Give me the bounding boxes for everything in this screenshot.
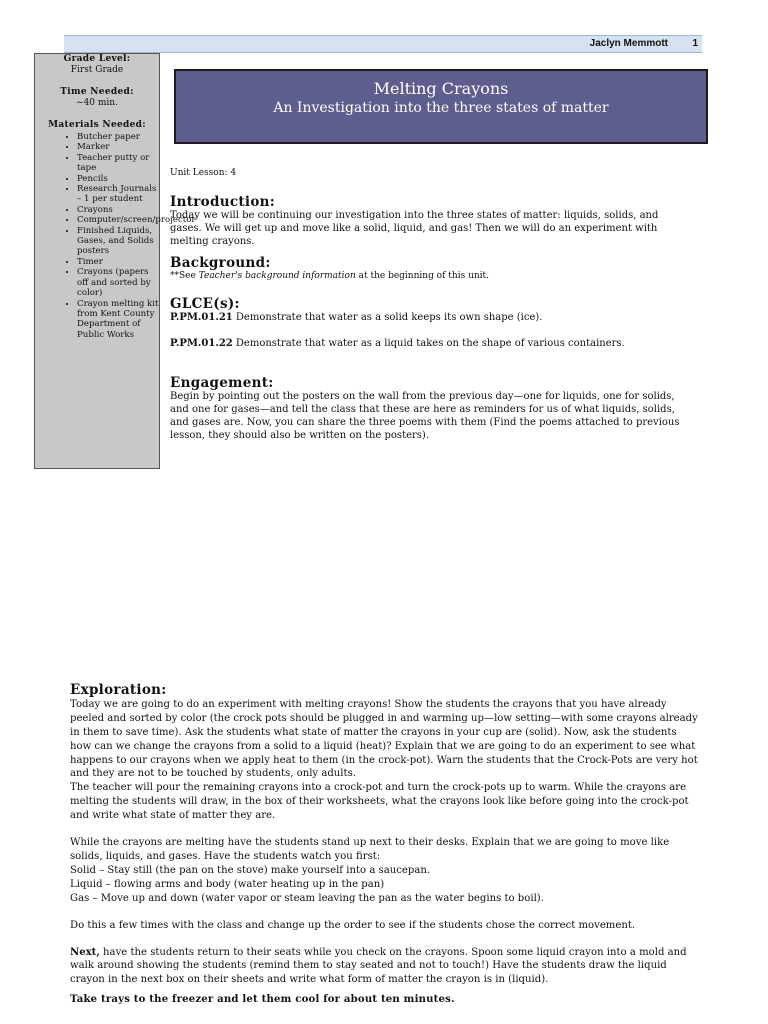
next-text: have the students return to their seats while you check on the crayons. Spoon some liquid crayon into a mold and walk around showing the students (remind them to stay seated and not to touch!) Have the students draw the liquid crayon in the next box on their sheets and write what form of matter the crayon is in (liquid). <box>70 946 687 986</box>
exploration-paragraph: The teacher will pour the remaining crayons into a crock-pot and turn the crock-pots up to warm. While the crayons are melting the students will draw, in the box of their worksheets, what the crayons look like before going into the crock-pot and write what state of matter they are. <box>70 782 689 822</box>
exploration-paragraph: While the crayons are melting have the students stand up next to their desks. Explain that we are going to move like solids, liquids, and gases. Have the students watch you first: <box>70 837 670 862</box>
glce-heading: GLCE(s): <box>170 296 240 312</box>
glce-standard <box>170 337 690 350</box>
lesson-title: Melting Crayons <box>373 79 509 98</box>
background-text <box>170 270 690 283</box>
standard-code: P.PM.01.22 <box>170 338 233 349</box>
paragraph-gap <box>70 823 700 836</box>
paragraph-gap <box>70 906 700 919</box>
grade-level-heading: Grade Level: <box>63 54 131 64</box>
exploration-paragraph: Do this a few times with the class and change up the order to see if the students chose the correct movement. <box>70 919 636 931</box>
material-item: • Pencils <box>77 174 159 184</box>
page-header <box>64 35 702 53</box>
material-item: • Research Journals – 1 per student <box>77 184 159 205</box>
movement-liquid: Liquid – flowing arms and body (water heating up in the pan) <box>70 878 385 890</box>
freezer-instruction: Take trays to the freezer and let them cool for about ten minutes. <box>70 994 455 1006</box>
standard-code: P.PM.01.21 <box>170 312 233 323</box>
material-item: • Marker <box>77 142 159 152</box>
standard-text: Demonstrate that water as a solid keeps its own shape (ice). <box>232 312 543 323</box>
next-label: Next, <box>70 946 100 958</box>
engagement-heading: Engagement: <box>170 375 274 391</box>
background-prefix: **See <box>170 271 199 281</box>
page-number: 1 <box>692 38 698 49</box>
materials-heading: Materials Needed: <box>48 120 146 130</box>
background-section <box>170 257 690 283</box>
unit-lesson: Unit Lesson: 4 <box>170 168 237 178</box>
engagement-section <box>170 377 690 442</box>
standard-text: Demonstrate that water as a liquid takes on the shape of various containers. <box>232 338 625 349</box>
material-item: • Crayons <box>77 205 159 215</box>
material-item: • Computer/screen/projector <box>77 215 159 225</box>
exploration-next-paragraph <box>70 946 700 988</box>
material-item: • Crayon melting kit from Kent County Department of Public Works <box>77 299 159 341</box>
glce-section <box>170 298 690 363</box>
background-emphasis: Teacher's background information <box>198 271 356 281</box>
paragraph-gap <box>70 933 700 946</box>
exploration-heading: Exploration: <box>70 682 167 698</box>
background-heading: Background: <box>170 255 271 271</box>
lesson-title-box <box>174 69 708 144</box>
introduction-heading: Introduction: <box>170 194 276 210</box>
glce-standard <box>170 311 690 324</box>
material-item: • Teacher putty or tape <box>77 153 159 174</box>
time-needed-heading: Time Needed: <box>60 87 134 97</box>
material-item: • Timer <box>77 257 159 267</box>
material-item: • Finished Liquids, Gases, and Solids posters <box>77 226 159 257</box>
author-name: Jaclyn Memmott <box>589 38 668 49</box>
movement-gas: Gas – Move up and down (water vapor or steam leaving the pan as the water begins to boil). <box>70 892 544 904</box>
exploration-section <box>70 684 700 1007</box>
material-item: • Crayons (papers off and sorted by color) <box>77 267 159 298</box>
lesson-subtitle: An Investigation into the three states of matter <box>273 100 609 116</box>
introduction-section <box>170 196 690 248</box>
engagement-text: Begin by pointing out the posters on the wall from the previous day—one for liquids, one for solids, and one for gases—and tell the class that these are here as reminders for us of what liquids, solids, and gases are. Now, you can share the three poems with them (Find the poems attached to previous lesson, they should also be written on the posters). <box>170 391 680 441</box>
grade-level-value: First Grade <box>70 65 124 75</box>
grade-level-block <box>35 54 159 76</box>
movement-solid: Solid – Stay still (the pan on the stove) make yourself into a saucepan. <box>70 864 431 876</box>
time-needed-value: ~40 min. <box>76 98 118 108</box>
exploration-paragraph: Today we are going to do an experiment with melting crayons! Show the students the crayons that you have already peeled and sorted by color (the crock pots should be plugged in and warming up—low setting—with some crayons already in them to save time). Ask the students what state of matter the crayons in your cup are (solid). Now, ask the students how can we change the crayons from a solid to a liquid (heat)? Explain that we are going to do an experiment to see what happens to our crayons when we apply heat to them (in the crock-pot). Warn the students that the Crock-Pots are very hot and they are not to be touched by students, only adults. <box>70 698 698 780</box>
background-suffix: at the beginning of this unit. <box>355 271 490 281</box>
introduction-text: Today we will be continuing our investigation into the three states of matter: liquids, solids, and gases. We will get up and move like a solid, liquid, and gas! Then we will do an experiment with melting crayons. <box>170 210 659 247</box>
material-item: • Butcher paper <box>77 132 159 142</box>
time-needed-block <box>35 87 159 109</box>
